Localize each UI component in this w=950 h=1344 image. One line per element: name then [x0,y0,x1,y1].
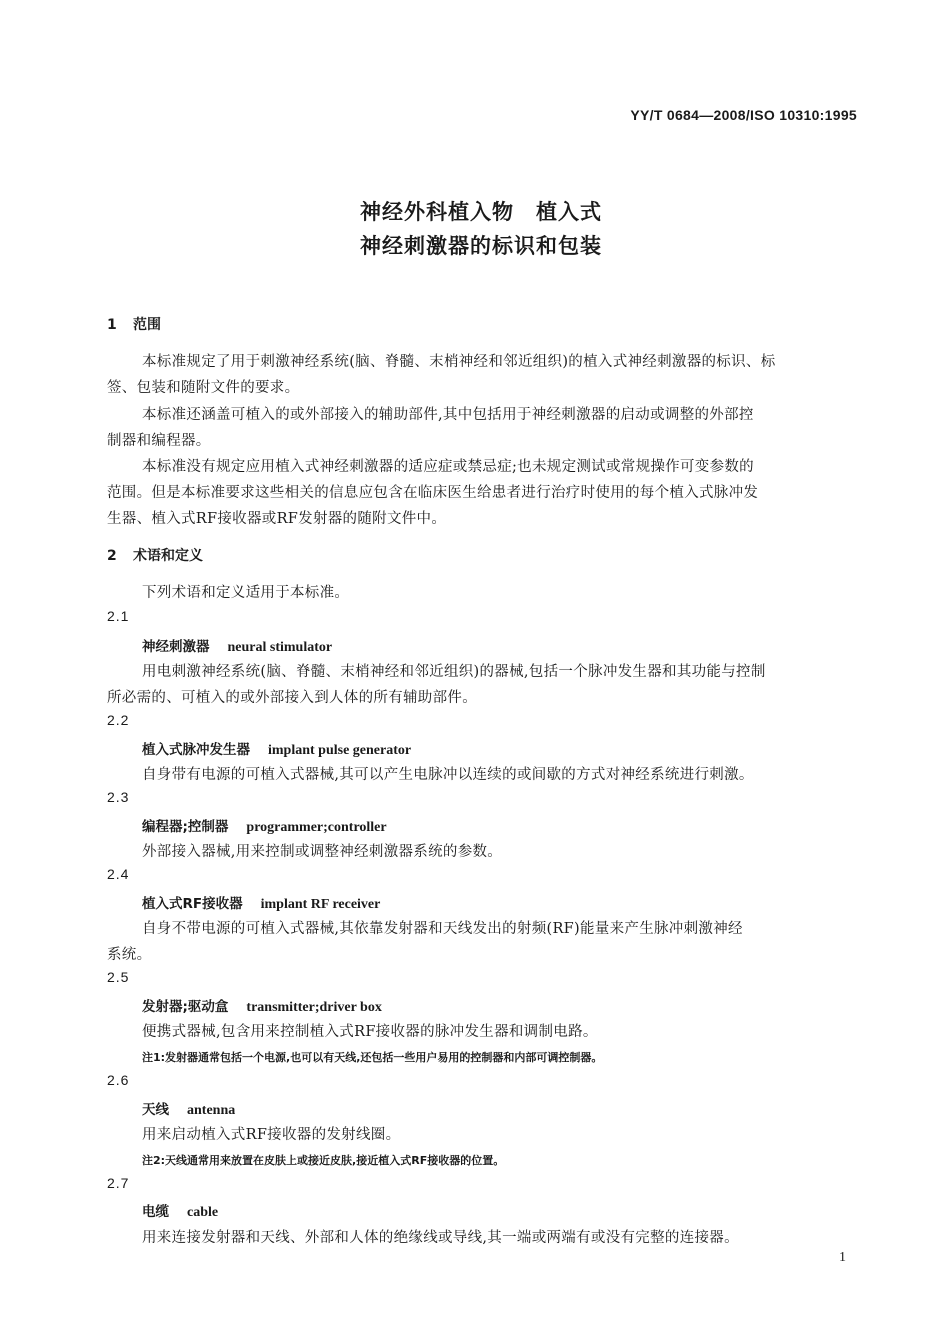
term-en: neural stimulator [227,640,333,655]
standard-code: YY/T 0684—2008/ISO 10310:1995 [630,107,857,123]
term-cn: 天线 [142,1102,169,1118]
note: 注1:发射器通常包括一个电源,也可以有天线,还包括一些用户易用的控制器和内部可调控制器。 [142,1051,603,1064]
term-cn: 电缆 [142,1204,169,1220]
paragraph-line: 制器和编程器。 [107,433,211,449]
definition-line: 所必需的、可植入的或外部接入到人体的所有辅助部件。 [107,690,477,706]
definition-line: 系统。 [107,947,152,963]
term-number: 2.2 [107,712,130,728]
term-en: implant RF receiver [260,897,381,912]
section-number: 1 [107,317,117,333]
section-number: 2 [107,548,117,564]
page-number: 1 [839,1250,846,1265]
term-number: 2.4 [107,866,130,882]
paragraph-line: 本标准规定了用于刺激神经系统(脑、脊髓、末梢神经和邻近组织)的植入式神经刺激器的标识、标 [142,354,776,370]
section-2-intro: 下列术语和定义适用于本标准。 [142,585,350,601]
term-cn: 编程器;控制器 [142,819,229,835]
definition-line: 外部接入器械,用来控制或调整神经刺激器系统的参数。 [142,844,503,860]
definition-line: 自身不带电源的可植入式器械,其依靠发射器和天线发出的射频(RF)能量来产生脉冲刺激神经 [142,921,743,937]
term-cn: 植入式RF接收器 [142,896,243,912]
paragraph-line: 本标准还涵盖可植入的或外部接入的辅助部件,其中包括用于神经刺激器的启动或调整的外部控 [142,407,754,423]
term-heading [142,995,382,1016]
term-en: antenna [187,1103,236,1118]
definition-line: 用电刺激神经系统(脑、脊髓、末梢神经和邻近组织)的器械,包括一个脉冲发生器和其功能与控制 [142,664,766,680]
title-line-1: 神经外科植入物 植入式 [360,200,602,224]
term-cn: 植入式脉冲发生器 [142,742,250,758]
section-2-heading [107,545,203,565]
term-heading [142,1200,218,1221]
section-1-heading [107,314,161,334]
title-line-2: 神经刺激器的标识和包装 [360,234,602,258]
term-en: implant pulse generator [268,743,412,758]
term-heading [142,635,332,656]
term-number: 2.3 [107,789,130,805]
section-title: 术语和定义 [133,548,203,564]
term-en: transmitter;driver box [246,1000,382,1015]
term-heading [142,1098,235,1119]
paragraph-line: 生器、植入式RF接收器或RF发射器的随附文件中。 [107,511,447,527]
term-number: 2.1 [107,608,130,624]
term-heading [142,738,411,759]
term-cn: 神经刺激器 [142,639,210,655]
term-number: 2.6 [107,1072,130,1088]
paragraph-line: 范围。但是本标准要求这些相关的信息应包含在临床医生给患者进行治疗时使用的每个植入式脉冲发 [107,485,759,501]
definition-line: 便携式器械,包含用来控制植入式RF接收器的脉冲发生器和调制电路。 [142,1024,598,1040]
term-heading [142,815,387,836]
term-en: cable [187,1205,219,1220]
term-heading [142,892,380,913]
term-cn: 发射器;驱动盒 [142,999,229,1015]
paragraph-line: 签、包装和随附文件的要求。 [107,380,300,396]
definition-line: 用来连接发射器和天线、外部和人体的绝缘线或导线,其一端或两端有或没有完整的连接器。 [142,1230,739,1246]
definition-line: 自身带有电源的可植入式器械,其可以产生电脉冲以连续的或间歇的方式对神经系统进行刺激。 [142,767,754,783]
term-number: 2.7 [107,1175,130,1191]
term-en: programmer;controller [246,820,387,835]
note: 注2:天线通常用来放置在皮肤上或接近皮肤,接近植入式RF接收器的位置。 [142,1154,505,1167]
paragraph-line: 本标准没有规定应用植入式神经刺激器的适应症或禁忌症;也未规定测试或常规操作可变参数的 [142,459,754,475]
section-title: 范围 [133,317,161,333]
definition-line: 用来启动植入式RF接收器的发射线圈。 [142,1127,401,1143]
term-number: 2.5 [107,969,130,985]
